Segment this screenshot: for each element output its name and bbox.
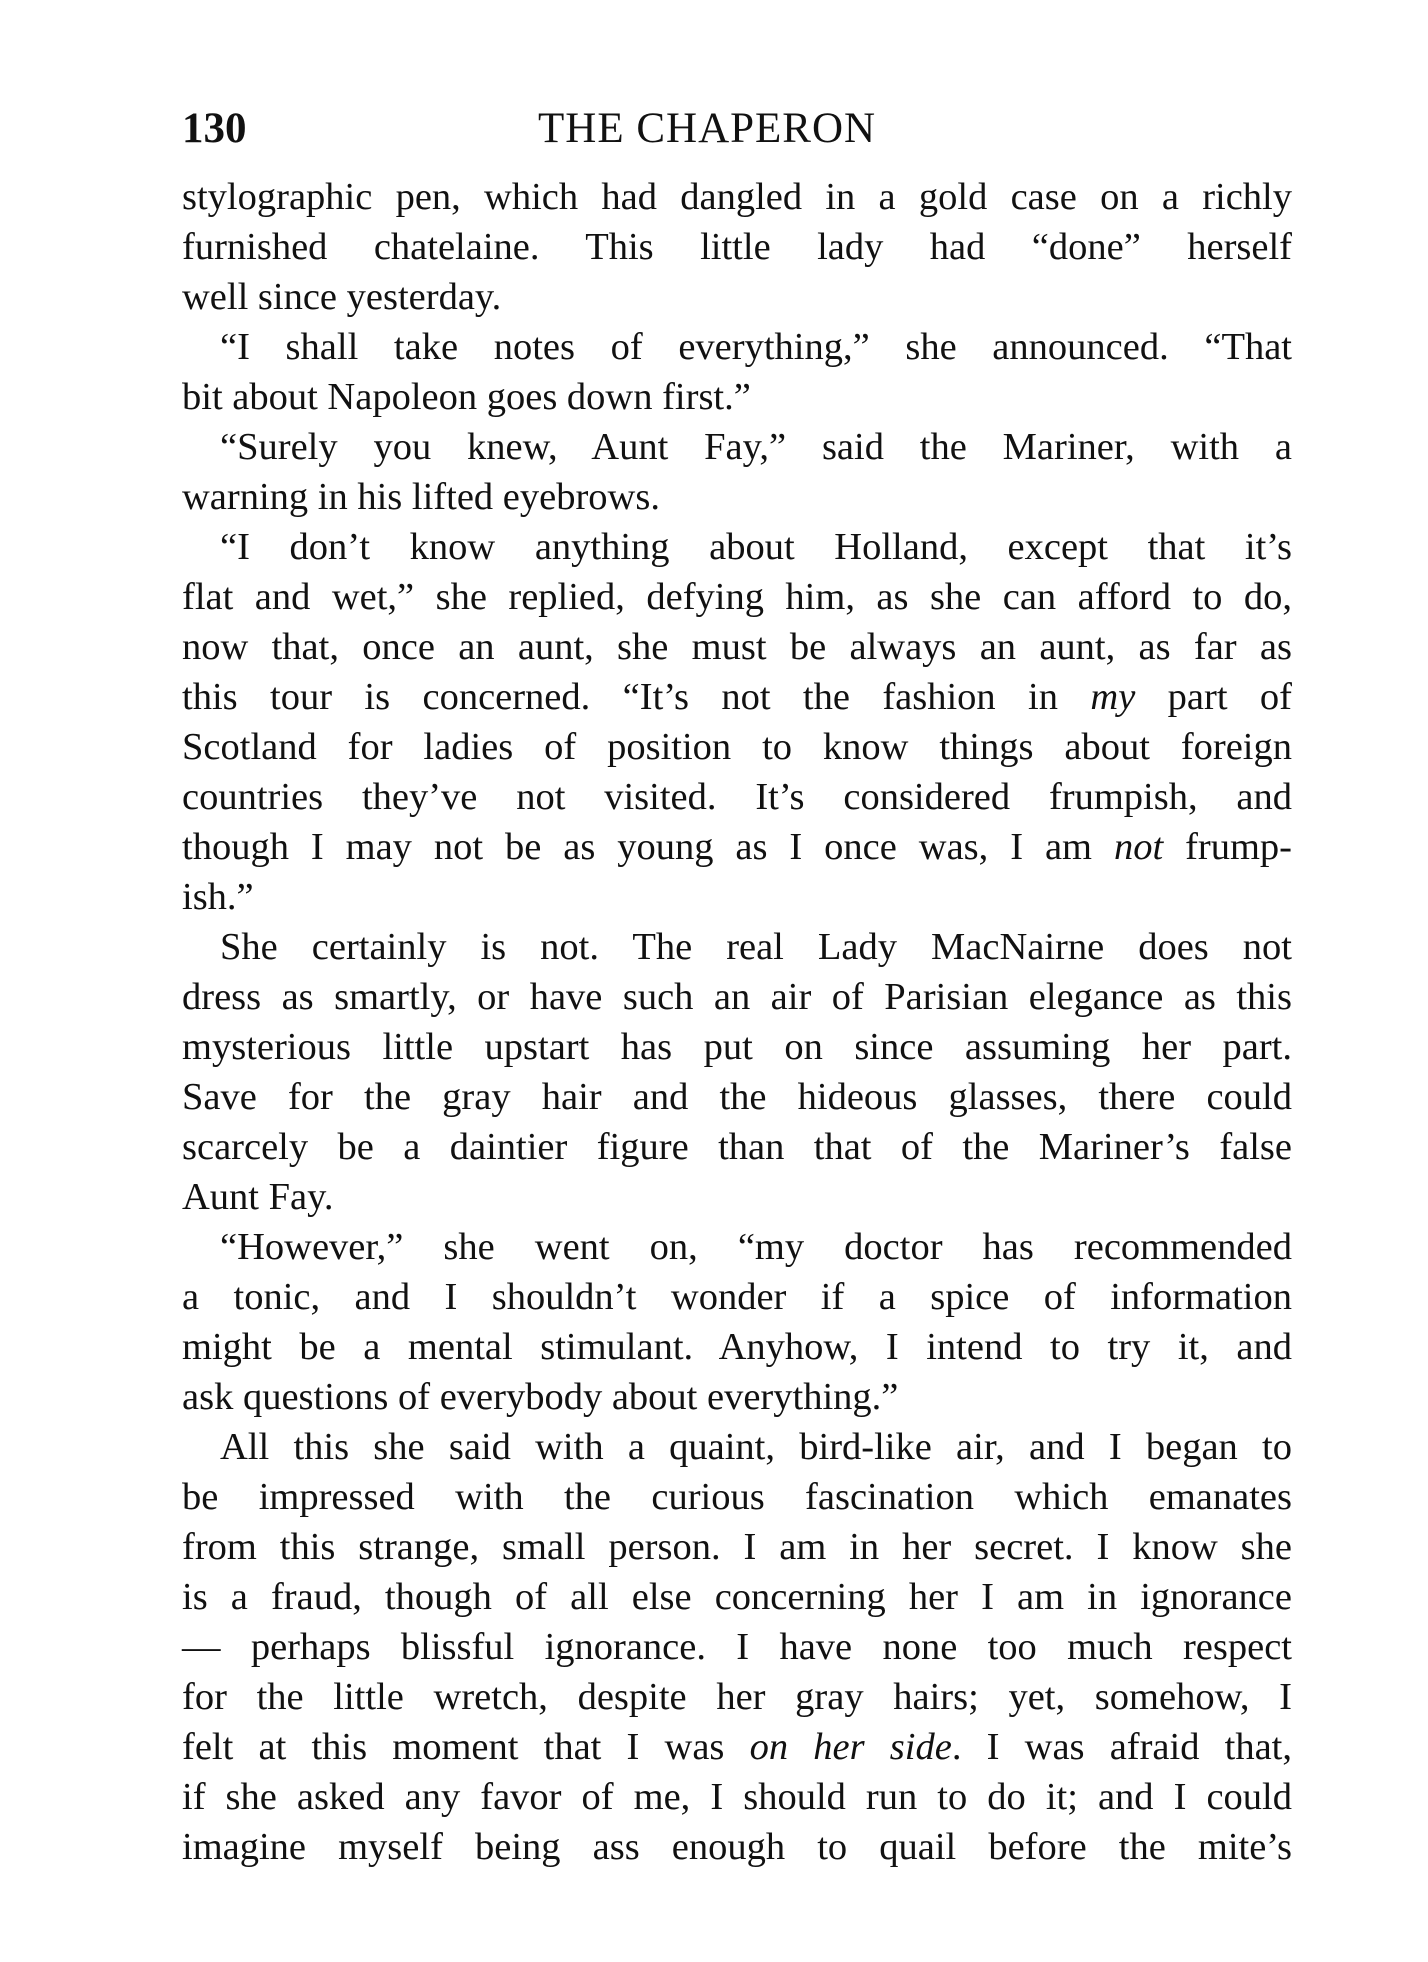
text-segment: though I may not be as young as I once was, I am (182, 826, 1114, 868)
text-segment: “I don’t know anything about Holland, except that it’s (220, 526, 1292, 568)
text-line (182, 372, 1292, 422)
text-line (182, 422, 1292, 472)
text-line (182, 1172, 1292, 1222)
text-line (182, 772, 1292, 822)
text-line (182, 1772, 1292, 1822)
text-line (182, 1522, 1292, 1572)
text-segment: — perhaps blissful ignorance. I have none too much respect (182, 1626, 1292, 1668)
text-segment: She certainly is not. The real Lady MacNairne does not (220, 926, 1292, 968)
text-line (182, 722, 1292, 772)
text-line (182, 1122, 1292, 1172)
text-segment: Aunt Fay. (182, 1176, 334, 1218)
text-line (182, 1472, 1292, 1522)
text-line (182, 1372, 1292, 1422)
text-line (182, 1722, 1292, 1772)
text-segment: be impressed with the curious fascination which emanates (182, 1476, 1292, 1518)
text-segment: stylographic pen, which had dangled in a gold case on a richly (182, 176, 1292, 218)
text-segment: “However,” she went on, “my doctor has recommended (220, 1226, 1292, 1268)
text-line (182, 472, 1292, 522)
text-segment: flat and wet,” she replied, defying him, as she can afford to do, (182, 576, 1292, 618)
text-line (182, 822, 1292, 872)
running-title: THE CHAPERON (538, 105, 877, 152)
text-segment: dress as smartly, or have such an air of Parisian elegance as this (182, 976, 1292, 1018)
text-line (182, 1072, 1292, 1122)
text-line (182, 622, 1292, 672)
text-segment: scarcely be a daintier figure than that of the Mariner’s false (182, 1126, 1292, 1168)
text-segment: now that, once an aunt, she must be always an aunt, as far as (182, 626, 1292, 668)
text-segment: well since yesterday. (182, 276, 502, 318)
text-segment: from this strange, small person. I am in her secret. I know she (182, 1526, 1292, 1568)
text-segment: imagine myself being ass enough to quail before the mite’s (182, 1826, 1292, 1868)
text-segment: felt at this moment that I was (182, 1726, 750, 1768)
text-line (182, 1422, 1292, 1472)
body-text (182, 172, 1292, 1872)
text-segment: . I was afraid that, (951, 1726, 1292, 1768)
text-segment: ask questions of everybody about everything.” (182, 1376, 899, 1418)
text-line (182, 1222, 1292, 1272)
italic-text: on her side (749, 1726, 952, 1768)
text-line (182, 272, 1292, 322)
text-line (182, 1272, 1292, 1322)
text-segment: bit about Napoleon goes down first.” (182, 376, 751, 418)
text-line (182, 1622, 1292, 1672)
text-segment: frump- (1163, 826, 1292, 868)
text-segment: Scotland for ladies of position to know things about foreign (182, 726, 1292, 768)
text-line (182, 572, 1292, 622)
text-segment: a tonic, and I shouldn’t wonder if a spice of information (182, 1276, 1292, 1318)
text-segment: mysterious little upstart has put on since assuming her part. (182, 1026, 1292, 1068)
text-segment: is a fraud, though of all else concerning her I am in ignorance (182, 1576, 1292, 1618)
text-segment: “I shall take notes of everything,” she announced. “That (220, 326, 1292, 368)
text-line (182, 322, 1292, 372)
text-segment: for the little wretch, despite her gray hairs; yet, somehow, I (182, 1676, 1292, 1718)
text-line (182, 1572, 1292, 1622)
text-line (182, 672, 1292, 722)
text-segment: part of (1135, 676, 1292, 718)
text-line (182, 172, 1292, 222)
text-line (182, 922, 1292, 972)
text-segment: this tour is concerned. “It’s not the fashion in (182, 676, 1091, 718)
text-segment: furnished chatelaine. This little lady had “done” herself (182, 226, 1292, 268)
text-line (182, 222, 1292, 272)
text-segment: “Surely you knew, Aunt Fay,” said the Mariner, with a (220, 426, 1292, 468)
text-segment: if she asked any favor of me, I should run to do it; and I could (182, 1776, 1292, 1818)
text-line (182, 972, 1292, 1022)
text-segment: All this she said with a quaint, bird-like air, and I began to (220, 1426, 1292, 1468)
text-segment: warning in his lifted eyebrows. (182, 476, 660, 518)
text-segment: Save for the gray hair and the hideous glasses, there could (182, 1076, 1292, 1118)
text-line (182, 1672, 1292, 1722)
text-line (182, 1822, 1292, 1872)
page-header (182, 104, 1292, 160)
italic-text: my (1090, 676, 1136, 718)
text-segment: ish.” (182, 876, 254, 918)
italic-text: not (1113, 826, 1164, 868)
text-line (182, 1022, 1292, 1072)
text-segment: countries they’ve not visited. It’s considered frumpish, and (182, 776, 1292, 818)
text-line (182, 872, 1292, 922)
text-line (182, 522, 1292, 572)
page-number: 130 (182, 105, 247, 152)
text-line (182, 1322, 1292, 1372)
text-segment: might be a mental stimulant. Anyhow, I intend to try it, and (182, 1326, 1292, 1368)
